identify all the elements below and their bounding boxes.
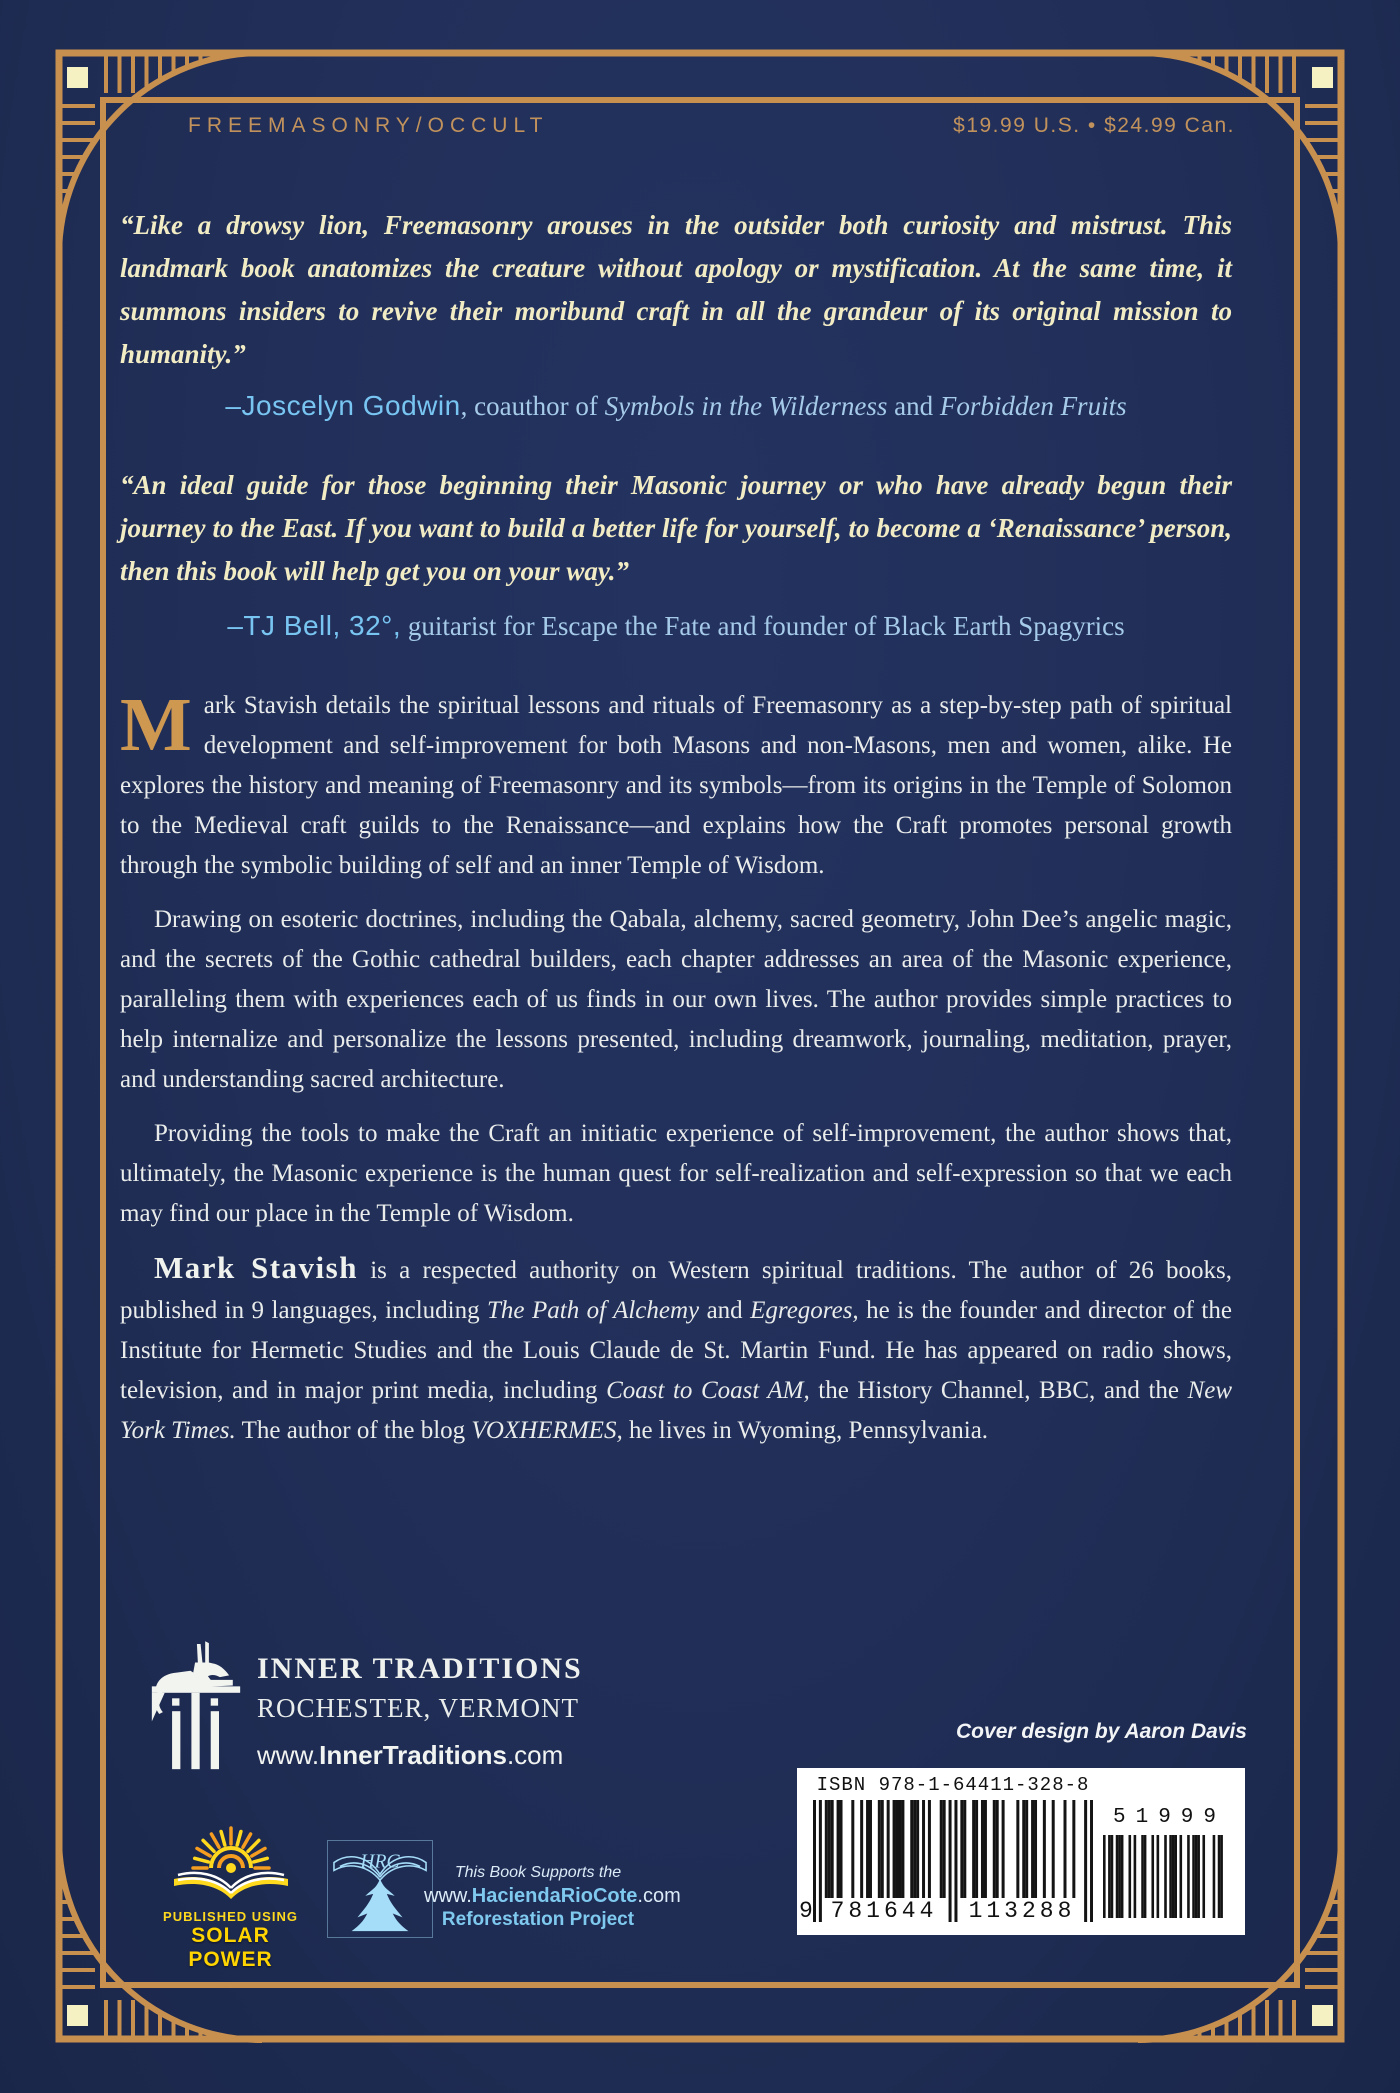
review-attribution-2: [120, 610, 1232, 642]
cover-design-credit: Cover design by Aaron Davis: [956, 1720, 1247, 1743]
book-description: [120, 683, 1232, 1451]
ean-digits-right: 113288: [968, 1898, 1076, 1924]
author-name: Mark Stavish: [154, 1250, 358, 1285]
reviewer-title-2: guitarist for Escape the Fate and founder of Black Earth Spagyrics: [401, 611, 1125, 641]
publisher-name: INNER TRADITIONS: [257, 1652, 583, 1685]
drop-cap: M: [120, 683, 192, 767]
support-line-3: Reforestation Project: [441, 1909, 635, 1930]
publisher-location: ROCHESTER, VERMONT: [257, 1693, 580, 1723]
solar-power-label-top: PUBLISHED USING: [163, 1909, 298, 1924]
support-line-1: This Book Supports the: [454, 1864, 622, 1881]
barcode-panel: [797, 1768, 1245, 1935]
reforestation-support-text: [424, 1864, 681, 1931]
review-quote-2: “An ideal guide for those beginning their Masonic journey or who have already begun their journey to the East. If you want to build a better life for yourself, to become a ‘Renaissance’ person, then this book will help get you on your way.”: [120, 470, 1232, 586]
review-quote-1: “Like a drowsy lion, Freemasonry arouses in the outsider both curiosity and mistrust. This landmark book anatomizes the creature without apology or mystification. At the same time, it summons insiders to revive their moribund craft in all the grandeur of its original mission to humanity.”: [120, 210, 1232, 369]
inner-traditions-anubis-logo-icon: [150, 1632, 242, 1772]
description-paragraph-3: Providing the tools to make the Craft an initiatic experience of self-improvement, the author shows that, ultimately, the Masonic experience is the human quest for self-realization and self-expression so that we each may find our place in the Temple of Wisdom.: [120, 1120, 1232, 1227]
reviewer-name-1: –Joscelyn Godwin: [225, 390, 461, 421]
ean-digit-first: 9: [799, 1898, 813, 1924]
solar-power-badge: [148, 1822, 313, 1972]
support-url: www.HaciendaRioCote.com: [424, 1885, 681, 1907]
ean-digits-left: 781644: [830, 1898, 938, 1924]
solar-power-label-bottom: SOLAR POWER: [188, 1924, 273, 1971]
supplement-digits: 51999: [1113, 1806, 1227, 1829]
ean5-supplement-barcode: [1103, 1835, 1225, 1918]
description-paragraph-2: Drawing on esoteric doctrines, including the Qabala, alchemy, sacred geometry, John Dee’s angelic magic, and the secrets of the Gothic cathedral builders, each chapter addresses an area of the Masonic experience, paralleling them with experiences each of us finds in our own lives. The author provides simple practices to help internalize and personalize the lessons presented, including dreamwork, journaling, meditation, prayer, and understanding sacred architecture.: [120, 906, 1232, 1093]
publisher-url: www.InnerTraditions.com: [257, 1740, 564, 1770]
category-label: FREEMASONRY/OCCULT: [188, 114, 549, 137]
reviewer-title-1: , coauthor of Symbols in the Wilderness and Forbidden Fruits: [460, 391, 1127, 421]
sun-book-icon: [156, 1822, 306, 1906]
isbn-label: ISBN 978-1-64411-328-8: [816, 1774, 1090, 1796]
hrc-reforestation-badge: [327, 1840, 433, 1938]
description-paragraph-1: Mark Stavish details the spiritual lessons and rituals of Freemasonry as a step-by-step path of spiritual development and self-improvement for both Masons and non-Masons, men and women, alike. He explores the history and meaning of Freemasonry and its symbols—from its origins in the Temple of Solomon to the Medieval craft guilds to the Renaissance—and explains how the Craft promotes personal growth through the symbolic building of self and an inner Temple of Wisdom.: [120, 683, 1232, 879]
reviewer-name-2: –TJ Bell, 32°,: [227, 610, 402, 641]
hrc-tree-icon: [328, 1841, 432, 1937]
top-info-row: [188, 114, 1235, 138]
price-label: $19.99 U.S. • $24.99 Can.: [953, 114, 1235, 137]
svg-text:HRC: HRC: [360, 1851, 400, 1873]
review-attribution-1: [120, 390, 1232, 422]
author-bio: Mark Stavish is a respected authority on Western spiritual traditions. The author of 26 books, published in 9 languages, including The Path of Alchemy and Egregores, he is the founder and director of the Institute for Hermetic Studies and the Louis Claude de St. Martin Fund. He has appeared on radio shows, television, and in major print media, including Coast to Coast AM, the History Channel, BBC, and the New York Times. The author of the blog VOXHERMES, he lives in Wyoming, Pennsylvania.: [120, 1250, 1232, 1444]
